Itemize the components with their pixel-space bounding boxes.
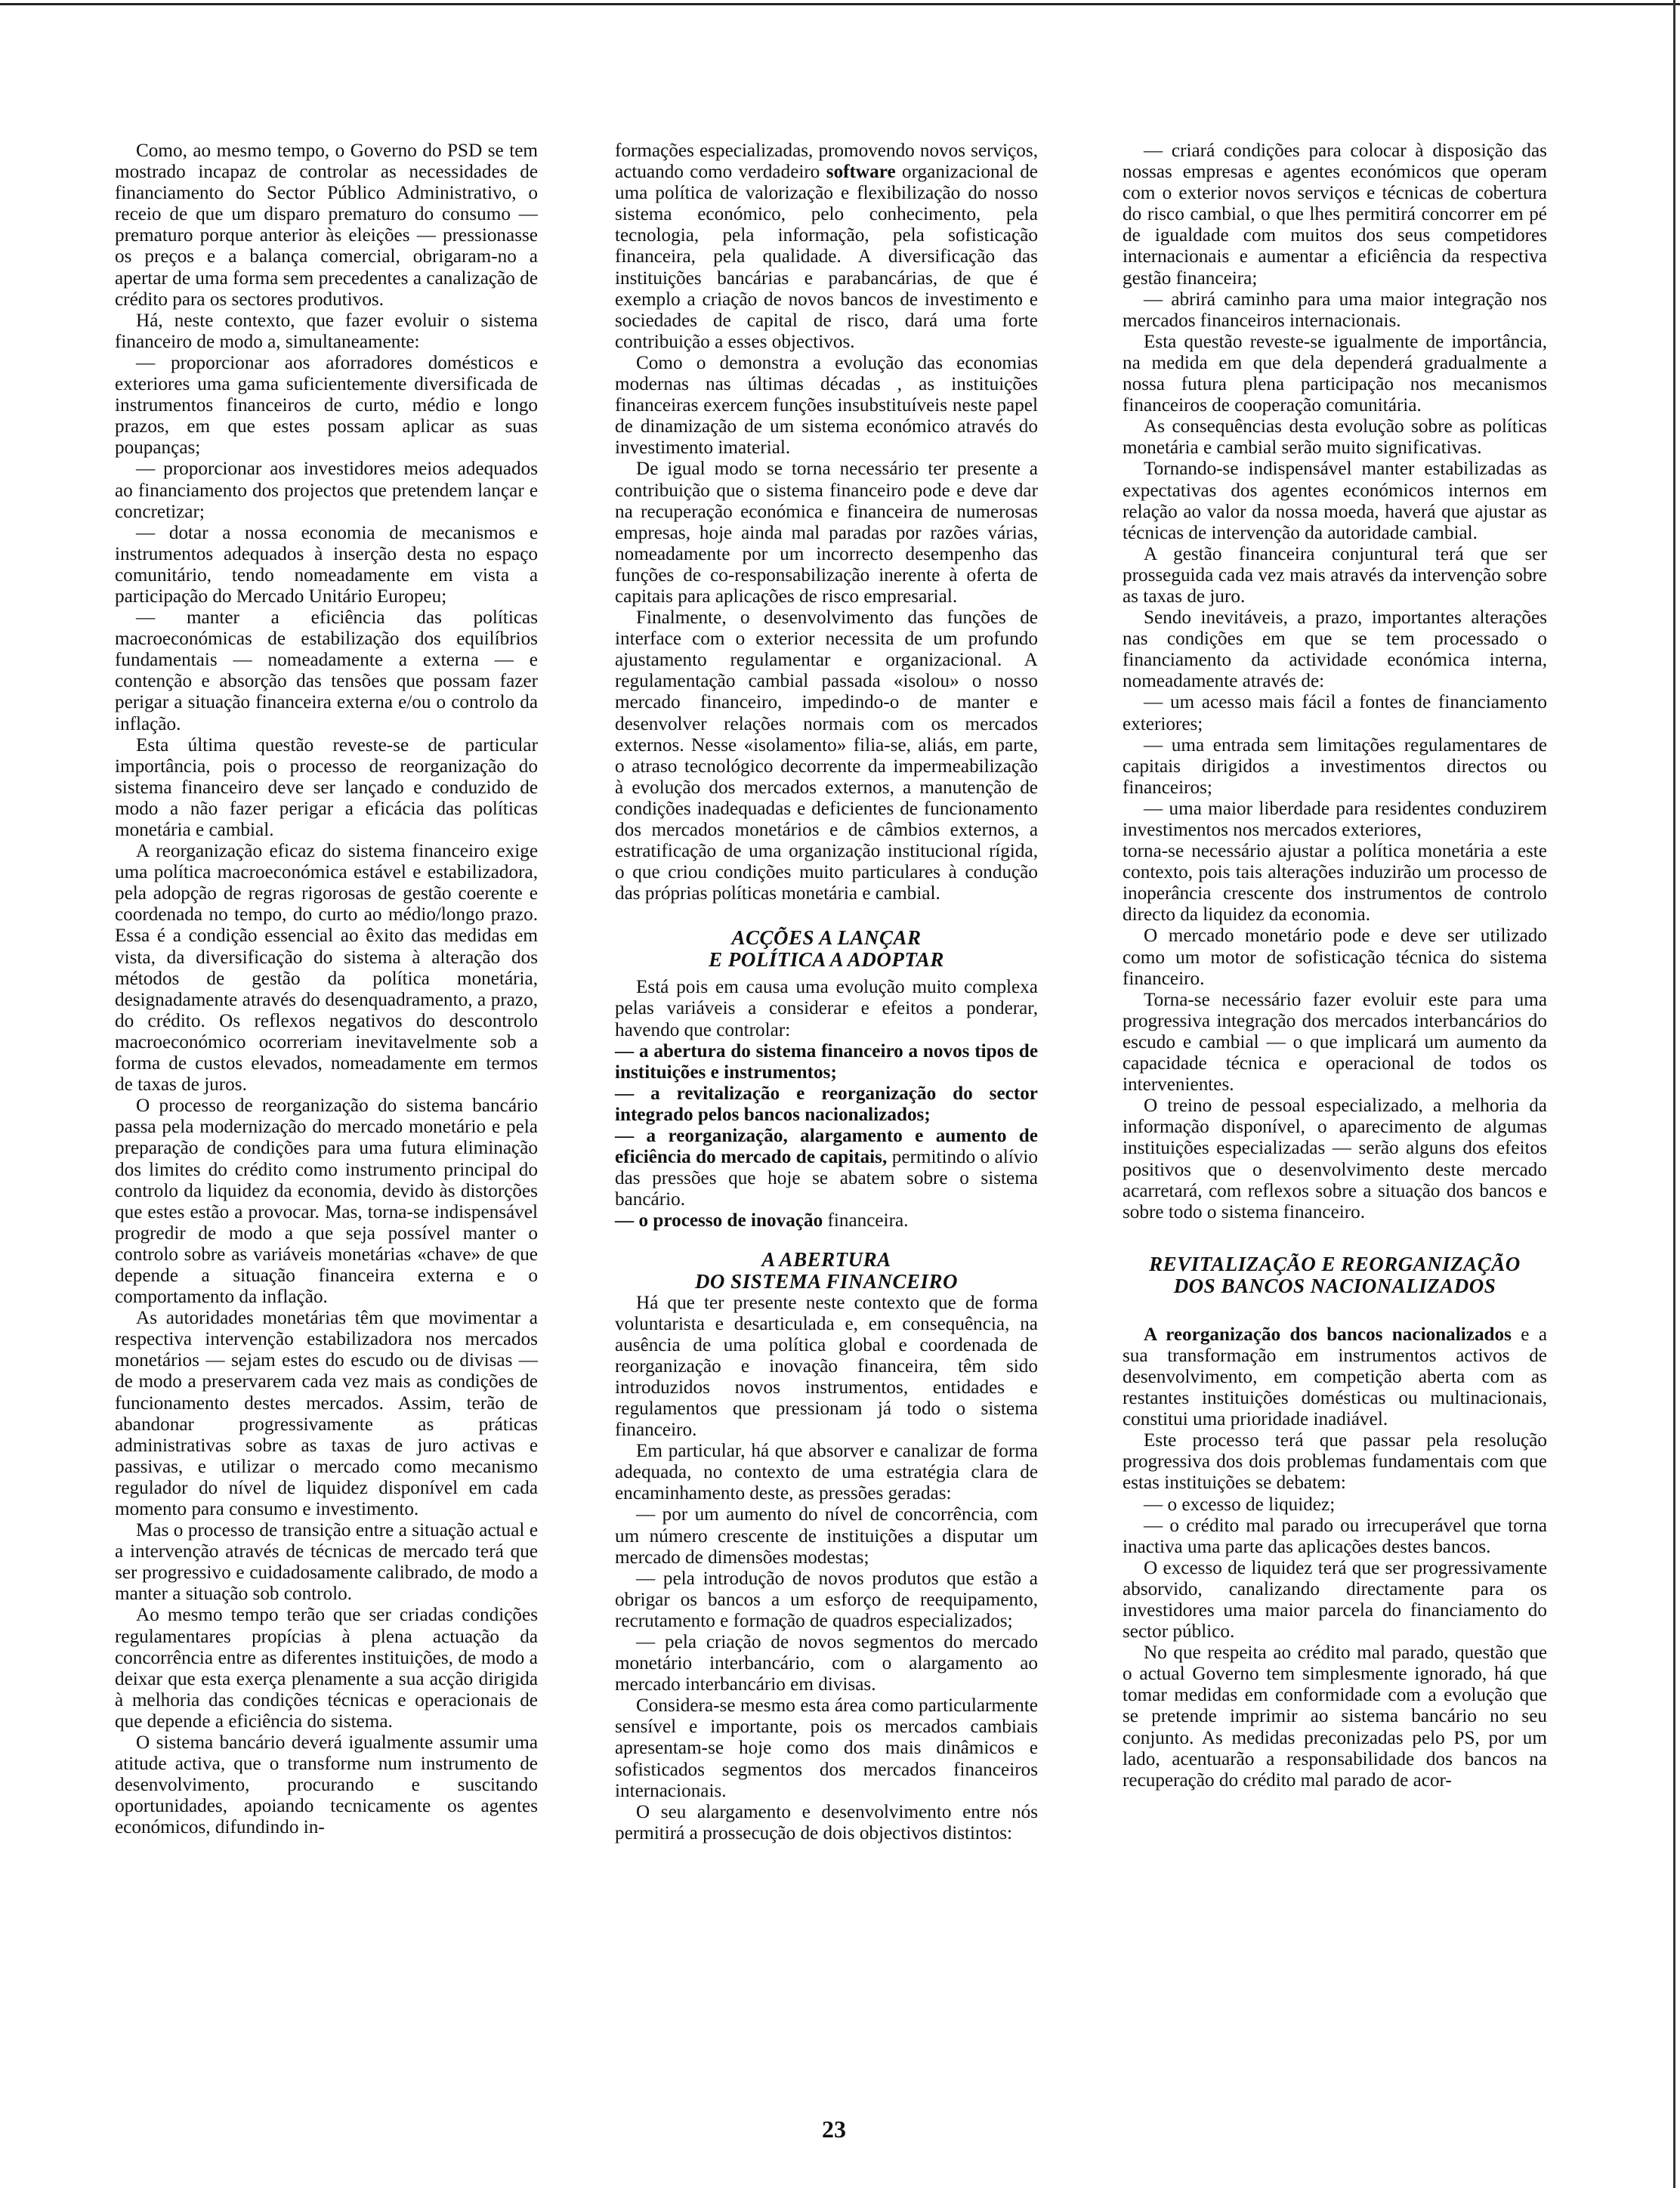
text-column-left: [115, 141, 538, 1839]
paragraph: De igual modo se torna necessário ter presente a contribuição que o sistema financeiro pode e deve dar na recuperação económica e financeira de numerosas empresas, hoje ainda mal paradas por razões várias, nomeadamente por um incorrecto desempenho das funções de co-responsabilização inerente à oferta de capitais para aplicações de risco empresarial.: [615, 459, 1038, 607]
paragraph: Este processo terá que passar pela resolução progressiva dos dois problemas fundamentais com que estas instituições se debatem:: [1123, 1430, 1547, 1494]
heading-line: A ABERTURA: [761, 1247, 891, 1271]
text-column-middle: [615, 141, 1038, 1844]
text-run: permitindo o alívio das pressões que hoje se abatem sobre o sistema bancário.: [615, 1147, 1039, 1210]
paragraph: O excesso de liquidez terá que ser progressivamente absorvido, canalizando directamente para os investidores uma maior parcela do financiamento do sector público.: [1123, 1557, 1547, 1643]
software-term: software: [826, 162, 896, 183]
list-item: — abrirá caminho para uma maior integração nos mercados financeiros internacionais.: [1123, 289, 1547, 331]
paragraph: [1123, 1324, 1547, 1430]
paragraph: Finalmente, o desenvolvimento das funções de interface com o exterior necessita de um profundo ajustamento regulamentar e organizacional. A regulamentação cambial passada «isolou» o nosso mercado financeiro, impedindo-o de manter e desenvolver relações normais com os mercados externos. Nesse «isolamento» filia-se, aliás, em parte, o atraso tecnológico decorrente da impermeabilização à evolução dos mercados externos, a manutenção de condições inadequadas e deficientes de funcionamento dos mercados monetários e de câmbios externos, a estratificação de uma organização institucional rígida, o que criou condições muito particulares à condução das próprias políticas monetária e cambial.: [615, 607, 1038, 904]
list-item: — proporcionar aos aforradores domésticos e exteriores uma gama suficientemente diversificada de instrumentos financeiros de curto, médio e longo prazos, em que estes possam aplicar as suas poupanças;: [115, 352, 538, 459]
paragraph: [615, 141, 1038, 353]
paragraph: O treino de pessoal especializado, a melhoria da informação disponível, o aparecimento de algumas instituições especializadas — serão alguns dos efeitos positivos que o desenvolvimento deste mercado acarretará, com reflexos sobre a situação dos bancos e sobre todo o sistema financeiro.: [1123, 1096, 1547, 1222]
paragraph: A reorganização eficaz do sistema financeiro exige uma política macroeconómica estável e estabilizadora, pela adopção de regras rigorosas de gestão coerente e coordenada no tempo, do curto ao médio/longo prazo. Essa é a condição essencial ao êxito das medidas em vista, da diversificação do sistema à alteração dos métodos de gestão da política monetária, designadamente através do desenquadramento, a prazo, do crédito. Os reflexos negativos do descontrolo macroeconómico ocorreriam inevitavelmente sob a forma de custos elevados, nomeadamente em termos de taxas de juros.: [115, 841, 538, 1096]
paragraph: Em particular, há que absorver e canalizar de forma adequada, no contexto de uma estratégia clara de encaminhamento deste, as pressões geradas:: [615, 1441, 1038, 1504]
heading-line: ACÇÕES A LANÇAR: [731, 926, 922, 950]
list-item: [615, 1041, 1038, 1083]
section-heading: [615, 927, 1038, 971]
list-item: — o excesso de liquidez;: [1144, 1494, 1336, 1515]
paragraph: No que respeita ao crédito mal parado, questão que o actual Governo tem simplesmente ignorado, há que tomar medidas em conformidade com a evolução que se pretende imprimir ao sistema bancário no seu conjunto. As medidas preconizadas pelo PS, por um lado, acentuarão a responsabilidade dos bancos na recuperação do crédito mal parado de acor-: [1123, 1643, 1547, 1791]
heading-line: REVITALIZAÇÃO E REORGANIZAÇÃO: [1149, 1252, 1521, 1275]
text-column-right: [1123, 141, 1547, 1791]
top-border-rule: [0, 3, 1680, 5]
paragraph: Ao mesmo tempo terão que ser criadas condições regulamentares propícias à plena actuação da concorrência entre as diferentes instituições, de modo a deixar que esta exerça plenamente a sua acção dirigida à melhoria das condições técnicas e operacionais de que depende a eficiência do sistema.: [115, 1605, 538, 1732]
paragraph: Como, ao mesmo tempo, o Governo do PSD se tem mostrado incapaz de controlar as necessidades de financiamento do Sector Público Administrativo, o receio de que um disparo prematuro do consumo — prematuro porque anterior às eleições — pressionasse os preços e a balança comercial, obrigaram-no a apertar de uma forma sem precedentes a canalização de crédito para os sectores produtivos.: [115, 141, 538, 310]
paragraph: O mercado monetário pode e deve ser utilizado como um motor de sofisticação técnica do sistema financeiro.: [1123, 926, 1547, 989]
list-item: — pela introdução de novos produtos que estão a obrigar os bancos a um esforço de reequipamento, recrutamento e formação de quadros especializados;: [615, 1568, 1038, 1631]
heading-line: DOS BANCOS NACIONALIZADOS: [1173, 1274, 1496, 1297]
text-run: e a sua transformação em instrumentos activos de desenvolvimento, em competição aberta com as restantes instituições domésticas ou multinacionais, constitui uma prioridade inadiável.: [1123, 1324, 1548, 1430]
paragraph: As consequências desta evolução sobre as políticas monetária e cambial serão muito significativas.: [1123, 416, 1547, 459]
list-item: — um acesso mais fácil a fontes de financiamento exteriores;: [1123, 692, 1547, 734]
list-item: — o crédito mal parado ou irrecuperável que torna inactiva uma parte das aplicações destes bancos.: [1123, 1515, 1547, 1557]
list-item: — uma maior liberdade para residentes conduzirem investimentos nos mercados exteriores,: [1123, 798, 1547, 840]
paragraph: Mas o processo de transição entre a situação actual e a intervenção através de técnicas de mercado terá que ser progressivo e cuidadosamente calibrado, de modo a manter a situação sob controlo.: [115, 1520, 538, 1605]
right-border-rule: [1673, 0, 1675, 2188]
paragraph: A gestão financeira conjuntural terá que ser prosseguida cada vez mais através da intervenção sobre as taxas de juro.: [1123, 543, 1547, 607]
section-heading: [615, 1249, 1038, 1293]
heading-line: E POLÍTICA A ADOPTAR: [709, 948, 944, 972]
paragraph: O sistema bancário deverá igualmente assumir uma atitude activa, que o transforme num instrumento de desenvolvimento, procurando e suscitando oportunidades, apoiando tecnicamente os agentes económicos, difundindo in-: [115, 1732, 538, 1838]
text-run: organizacional de uma política de valorização e flexibilização do nosso sistema económico, pelo conhecimento, pela tecnologia, pela informação, pela sofisticação financeira, pela qualidade. A diversificação das instituições bancárias e parabancárias, de que é exemplo a criação de novos bancos de investimento e sociedades de capital de risco, dará uma forte contribuição a esses objectivos.: [615, 162, 1038, 352]
list-item: — proporcionar aos investidores meios adequados ao financiamento dos projectos que pretendem lançar e concretizar;: [115, 459, 538, 522]
heading-line: DO SISTEMA FINANCEIRO: [694, 1269, 959, 1293]
paragraph: Está pois em causa uma evolução muito complexa pelas variáveis a considerar e efeitos a ponderar, havendo que controlar:: [615, 977, 1038, 1040]
page-number: 23: [822, 2115, 846, 2143]
paragraph: Esta questão reveste-se igualmente de importância, na medida em que dela dependerá gradualmente a nossa futura plena participação nos mecanismos financeiros de cooperação comunitária.: [1123, 331, 1547, 416]
paragraph: Sendo inevitáveis, a prazo, importantes alterações nas condições em que se tem processado o financiamento da actividade económica interna, nomeadamente através de:: [1123, 607, 1547, 692]
bold-item: — a abertura do sistema financeiro a novos tipos de instituições e instrumentos;: [615, 1040, 1038, 1083]
paragraph: Tornando-se indispensável manter estabilizadas as expectativas dos agentes económicos internos em relação ao valor da nossa moeda, haverá que ajustar as técnicas de intervenção da autoridade cambial.: [1123, 459, 1547, 543]
text-run: financeira.: [823, 1210, 909, 1232]
paragraph: Há que ter presente neste contexto que de forma voluntarista e desarticulada e, em consequência, na ausência de uma política global e coordenada de reorganização e inovação financeira, têm sido introduzidos novos instrumentos, entidades e regulamentos que pressionam já todo o sistema financeiro.: [615, 1292, 1038, 1441]
paragraph: O processo de reorganização do sistema bancário passa pela modernização do mercado monetário e pela preparação de condições para uma futura eliminação dos limites do crédito como instrumento principal do controlo da liquidez da economia, devido às distorções que estes estão a provocar. Mas, torna-se indispensável progredir de modo a que seja possível manter o controlo sobre as variáveis monetárias «chave» de que depende a situação financeira externa e o comportamento da inflação.: [115, 1096, 538, 1308]
list-item: — uma entrada sem limitações regulamentares de capitais dirigidos a investimentos directos ou financeiros;: [1123, 734, 1547, 798]
bold-item: — o processo de inovação: [615, 1210, 823, 1232]
paragraph: Esta última questão reveste-se de particular importância, pois o processo de reorganização do sistema financeiro deve ser lançado e conduzido de modo a não fazer perigar a eficácia das políticas monetária e cambial.: [115, 734, 538, 840]
list-item: — por um aumento do nível de concorrência, com um número crescente de instituições a disputar um mercado de dimensões modestas;: [615, 1504, 1038, 1568]
text-run: formações especializadas, promovendo novos serviços, actuando como verdadeiro: [615, 141, 1038, 183]
bold-item: — a reorganização, alargamento e aumento de eficiência do mercado de capitais,: [615, 1126, 1038, 1168]
list-item: [615, 1083, 1038, 1126]
paragraph: O seu alargamento e desenvolvimento entre nós permitirá a prossecução de dois objectivos distintos:: [615, 1801, 1038, 1843]
list-item: — criará condições para colocar à disposição das nossas empresas e agentes económicos que operam com o exterior novos serviços e técnicas de cobertura do risco cambial, o que lhes permitirá concorrer em pé de igualdade com muitos dos seus competidores internacionais e aumentar a eficiência da respectiva gestão financeira;: [1123, 141, 1547, 289]
paragraph: As autoridades monetárias têm que movimentar a respectiva intervenção estabilizadora nos mercados monetários — sejam estes do escudo ou de divisas — de modo a preservarem cada vez mais as condições de funcionamento destes mercados. Assim, terão de abandonar progressivamente as práticas administrativas sobre as taxas de juro activas e passivas, e utilizar o mercado como mecanismo regulador do nível de liquidez disponível em cada momento para consumo e investimento.: [115, 1308, 538, 1519]
bold-item: — a revitalização e reorganização do sector integrado pelos bancos nacionalizados;: [615, 1083, 1038, 1125]
list-item: — manter a eficiência das políticas macroeconómicas de estabilização dos equilíbrios fundamentais — nomeadamente a externa — e contenção e absorção das tensões que possam fazer perigar a situação financeira externa e/ou o controlo da inflação.: [115, 607, 538, 734]
list-item: — dotar a nossa economia de mecanismos e instrumentos adequados à inserção desta no espaço comunitário, tendo nomeadamente em vista a participação do Mercado Unitário Europeu;: [115, 522, 538, 607]
paragraph: Como o demonstra a evolução das economias modernas nas últimas décadas , as instituições financeiras exercem funções insubstituíveis neste papel de dinamização de um sistema económico através do investimento imaterial.: [615, 352, 1038, 459]
paragraph: torna-se necessário ajustar a política monetária a este contexto, pois tais alterações induzirão um processo de inoperância crescente dos instrumentos de controlo directo da liquidez da economia.: [1123, 841, 1547, 926]
bold-lead: A reorganização dos bancos nacionalizados: [1144, 1324, 1512, 1345]
paragraph: Há, neste contexto, que fazer evoluir o sistema financeiro de modo a, simultaneamente:: [115, 310, 538, 352]
section-heading: [1123, 1253, 1547, 1297]
list-item: [615, 1126, 1038, 1210]
list-item: — pela criação de novos segmentos do mercado monetário interbancário, com o alargamento ao mercado interbancário em divisas.: [615, 1632, 1038, 1695]
list-item: [615, 1210, 1038, 1232]
paragraph: Torna-se necessário fazer evoluir este para uma progressiva integração dos mercados interbancários do escudo e cambial — o que implicará um aumento da capacidade técnica e operacional de todos os intervenientes.: [1123, 989, 1547, 1096]
paragraph: Considera-se mesmo esta área como particularmente sensível e importante, pois os mercados cambiais apresentam-se hoje como dos mais dinâmicos e sofisticados segmentos dos mercados financeiros internacionais.: [615, 1695, 1038, 1801]
